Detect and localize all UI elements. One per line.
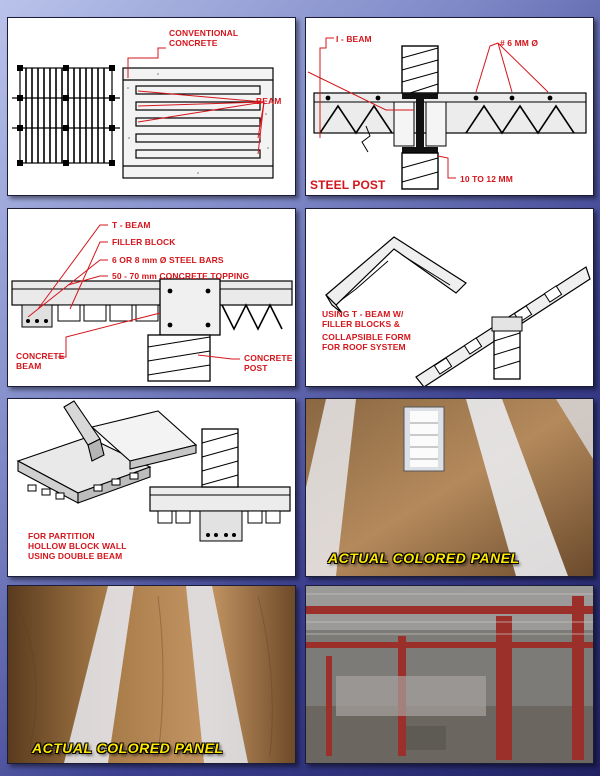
- panel-i-beam-steel-post: [305, 17, 594, 196]
- label-bar-size: # 6 MM Ø: [500, 38, 539, 48]
- panel-t-beam-filler: [7, 208, 296, 387]
- label-concrete-topping: 50 - 70 mm CONCRETE TOPPING: [112, 271, 250, 281]
- label-conventional: CONVENTIONAL: [169, 28, 239, 38]
- roof-label-4: FOR ROOF SYSTEM: [322, 342, 406, 352]
- label-concrete: CONCRETE: [169, 38, 218, 48]
- label-concrete-beam-1: CONCRETE: [16, 351, 65, 361]
- photo-colored-panel-ceiling: [305, 398, 594, 577]
- steel-structure-photo: [306, 586, 593, 763]
- label-t-beam: T - BEAM: [112, 220, 151, 230]
- roof-label-1: USING T - BEAM W/: [322, 309, 404, 319]
- label-i-beam: I - BEAM: [336, 34, 372, 44]
- partition-label-3: USING DOUBLE BEAM: [28, 551, 123, 561]
- label-beam: BEAM: [256, 96, 282, 106]
- label-steel-post: STEEL POST: [310, 178, 386, 192]
- label-filler-block: FILLER BLOCK: [112, 237, 176, 247]
- conventional-plan-drawing: [8, 18, 295, 195]
- label-steel-bars: 6 OR 8 mm Ø STEEL BARS: [112, 255, 224, 265]
- label-concrete-post-1: CONCRETE: [244, 353, 293, 363]
- roof-label-2: FILLER BLOCKS &: [322, 319, 400, 329]
- roof-system-drawing: [306, 209, 593, 386]
- label-concrete-post-2: POST: [244, 363, 268, 373]
- label-gap: 10 TO 12 MM: [460, 174, 513, 184]
- partition-label-1: FOR PARTITION: [28, 531, 95, 541]
- caption-actual-colored-panel-2: ACTUAL COLORED PANEL: [32, 740, 224, 756]
- photo-steel-structure: [305, 585, 594, 764]
- roof-label-3: COLLAPSIBLE FORM: [322, 332, 411, 342]
- partition-label-2: HOLLOW BLOCK WALL: [28, 541, 127, 551]
- label-concrete-beam-2: BEAM: [16, 361, 42, 371]
- caption-actual-colored-panel-1: ACTUAL COLORED PANEL: [328, 550, 520, 566]
- photo-colored-panel-wood: [7, 585, 296, 764]
- i-beam-section-drawing: [306, 18, 593, 195]
- wood-photo: [8, 586, 295, 763]
- panel-partition-double-beam: [7, 398, 296, 577]
- panel-conventional-concrete: [7, 17, 296, 196]
- panel-roof-system: [305, 208, 594, 387]
